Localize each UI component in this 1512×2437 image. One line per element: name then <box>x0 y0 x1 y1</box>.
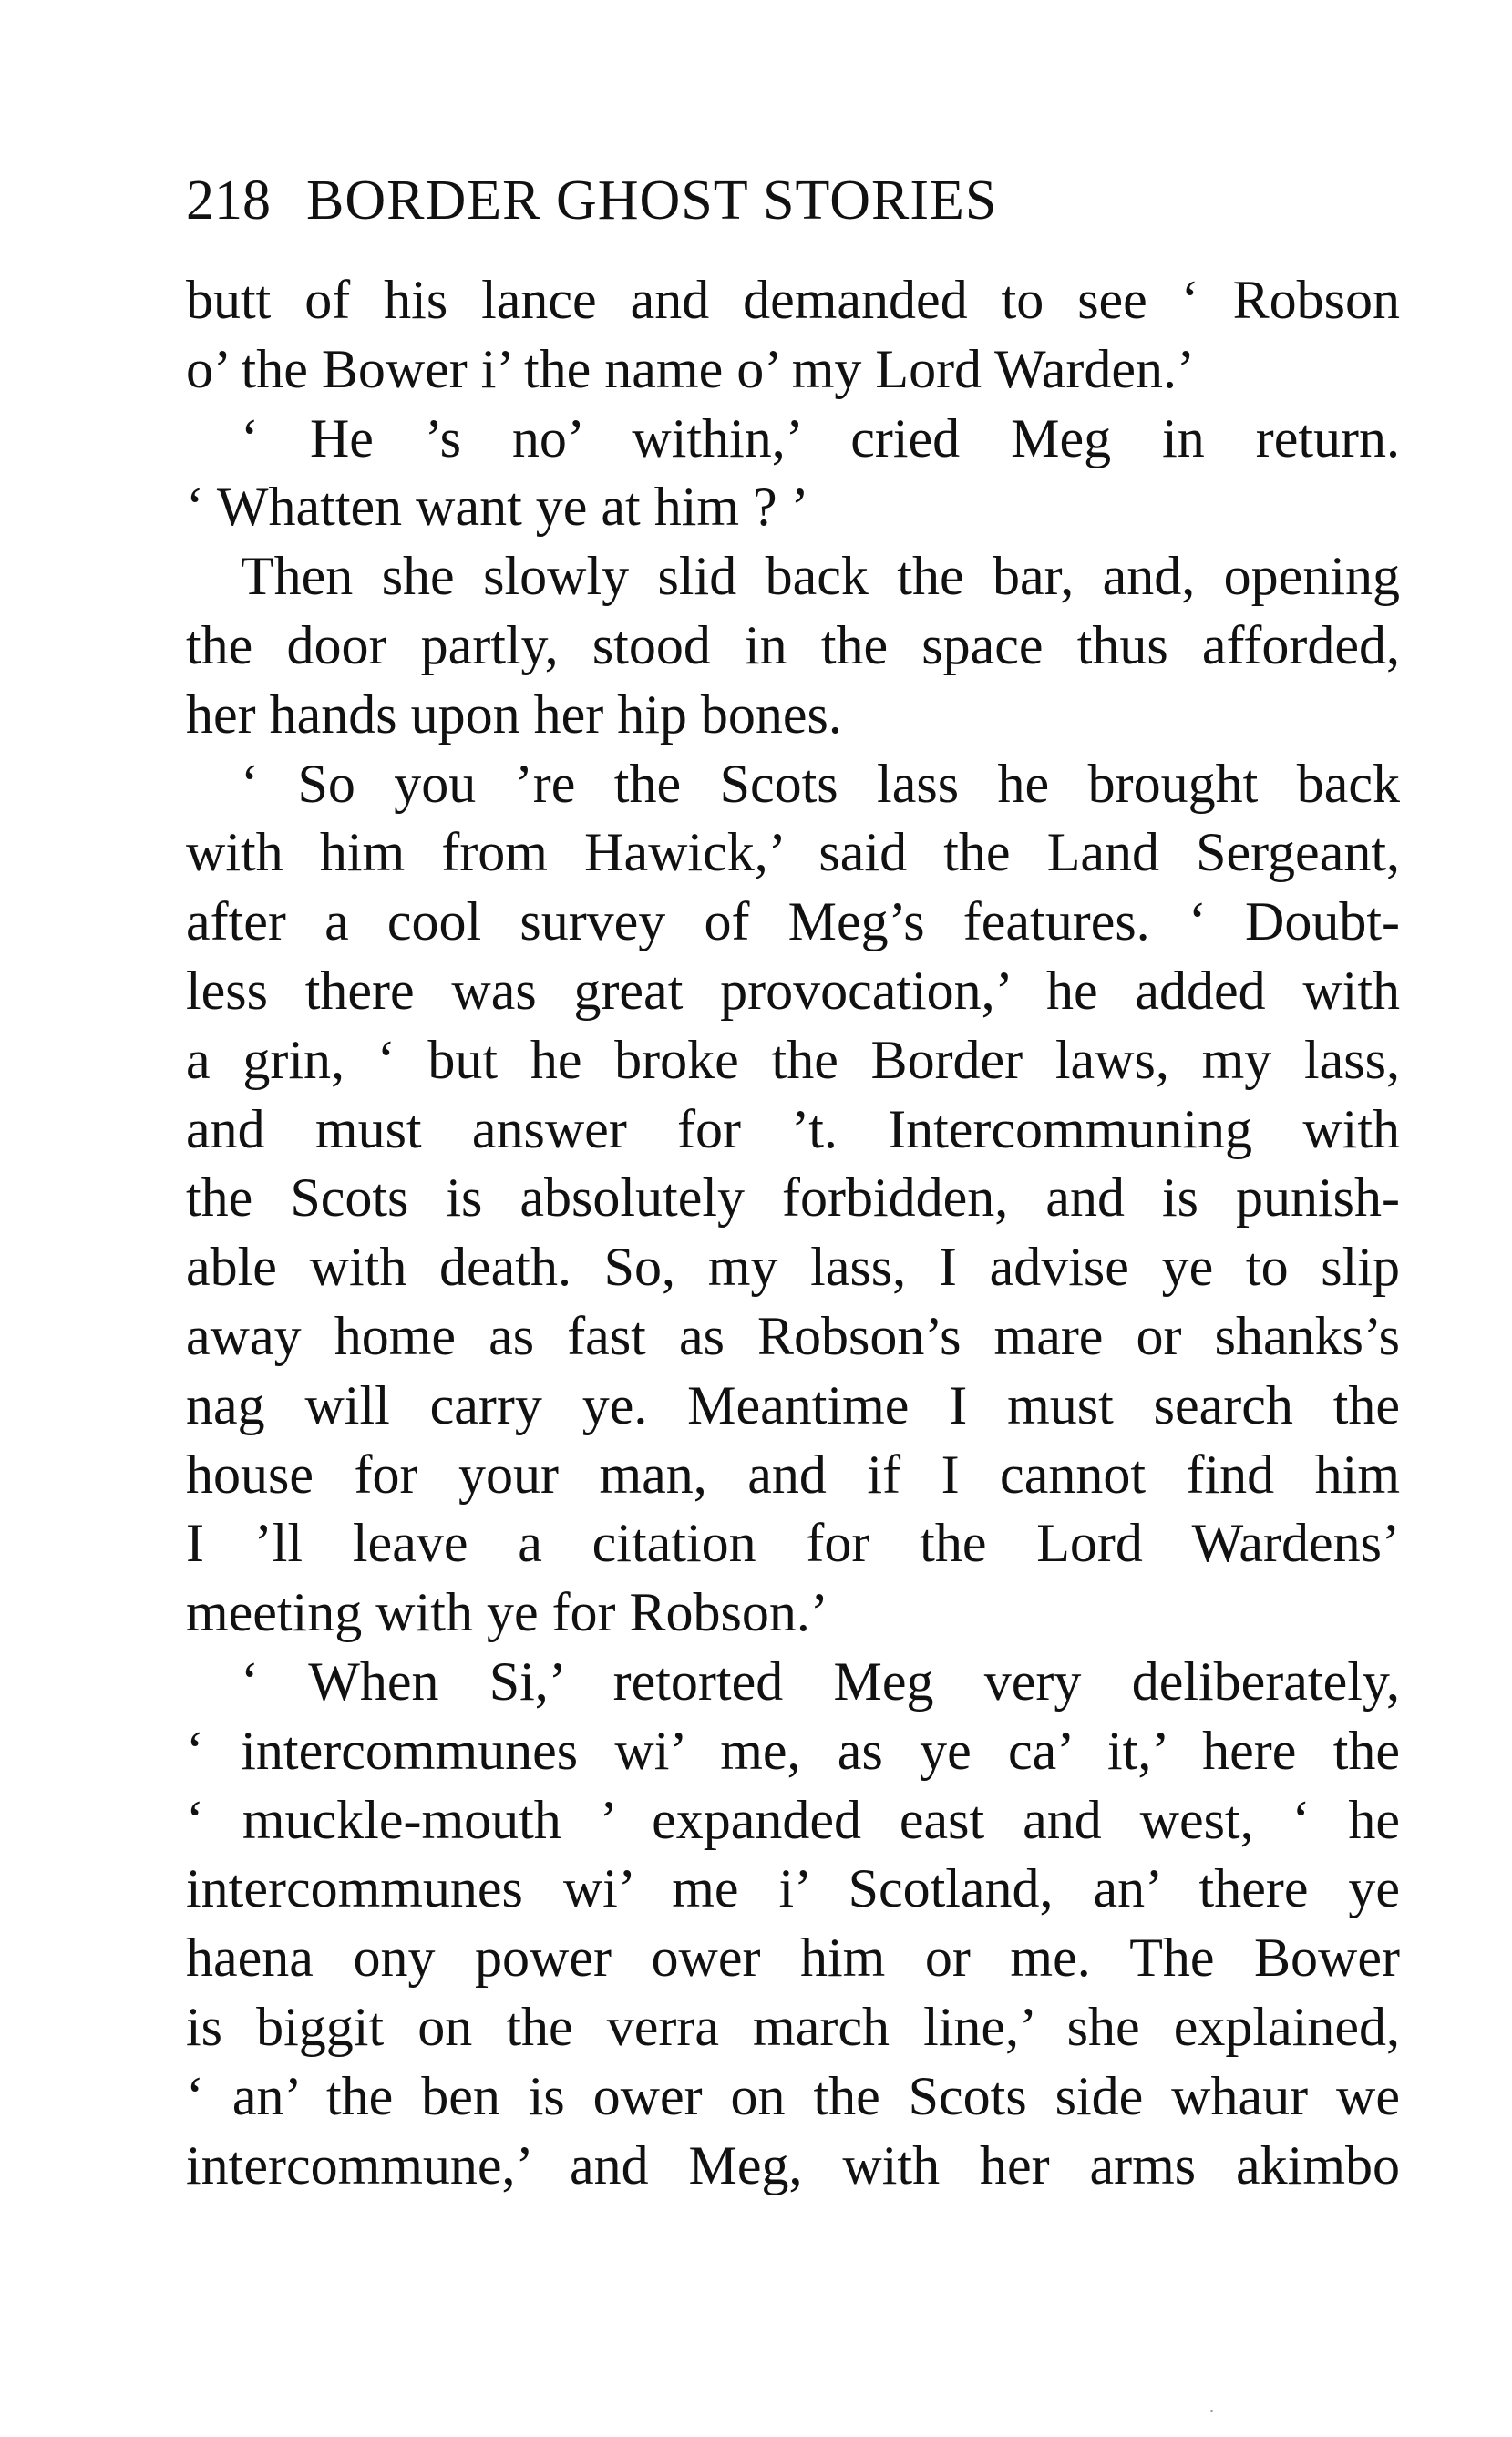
running-title: BORDER GHOST STORIES <box>306 170 998 231</box>
running-head <box>186 162 1407 239</box>
text-line: intercommunes wi’ me i’ Scotland, an’ there ye <box>186 1858 1400 1919</box>
text-line: away home as fast as Robson’s mare or shanks’s <box>186 1305 1400 1366</box>
text-line: is biggit on the verra march line,’ she explained, <box>186 1996 1400 2057</box>
text-line: Then she slowly slid back the bar, and, opening <box>241 546 1400 607</box>
text-line: and must answer for ’t. Intercommuning with <box>186 1098 1400 1159</box>
text-line: ‘ muckle-mouth ’ expanded east and west, ‘ he <box>186 1789 1400 1850</box>
page-number: 218 <box>186 170 271 231</box>
text-line: the door partly, stood in the space thus afforded, <box>186 614 1400 675</box>
text-line: haena ony power ower him or me. The Bower <box>186 1928 1400 1989</box>
text-line: intercommune,’ and Meg, with her arms akimbo <box>186 2134 1400 2195</box>
text-line: ‘ an’ the ben is ower on the Scots side whaur we <box>186 2065 1400 2126</box>
text-line: able with death. So, my lass, I advise ye to slip <box>186 1237 1400 1298</box>
text-line: I ’ll leave a citation for the Lord Wardens’ <box>186 1513 1400 1574</box>
text-line: the Scots is absolutely forbidden, and is punish- <box>186 1167 1400 1229</box>
scan-speck <box>1210 2410 1213 2412</box>
text-line: house for your man, and if I cannot find him <box>186 1444 1400 1505</box>
text-line: meeting with ye for Robson.’ <box>186 1582 828 1643</box>
text-line: nag will carry ye. Meantime I must search the <box>186 1374 1400 1435</box>
text-line: with him from Hawick,’ said the Land Sergeant, <box>186 822 1400 883</box>
text-line: less there was great provocation,’ he added with <box>186 960 1400 1021</box>
text-line: ‘ Whatten want ye at him ? ’ <box>186 477 809 538</box>
text-line: ‘ When Si,’ retorted Meg very deliberately, <box>241 1650 1400 1712</box>
text-line: ‘ So you ’re the Scots lass he brought back <box>241 753 1400 814</box>
text-line: o’ the Bower i’ the name o’ my Lord Warden.’ <box>186 338 1196 399</box>
body-text <box>186 266 1400 2200</box>
text-line: after a cool survey of Meg’s features. ‘ Doubt- <box>186 891 1400 952</box>
text-line: ‘ intercommunes wi’ me, as ye ca’ it,’ here the <box>186 1720 1400 1781</box>
text-line: ‘ He ’s no’ within,’ cried Meg in return. <box>241 407 1400 468</box>
text-line: butt of his lance and demanded to see ‘ Robson <box>186 270 1400 330</box>
text-line: her hands upon her hip bones. <box>186 684 842 745</box>
text-line: a grin, ‘ but he broke the Border laws, my lass, <box>186 1029 1400 1090</box>
